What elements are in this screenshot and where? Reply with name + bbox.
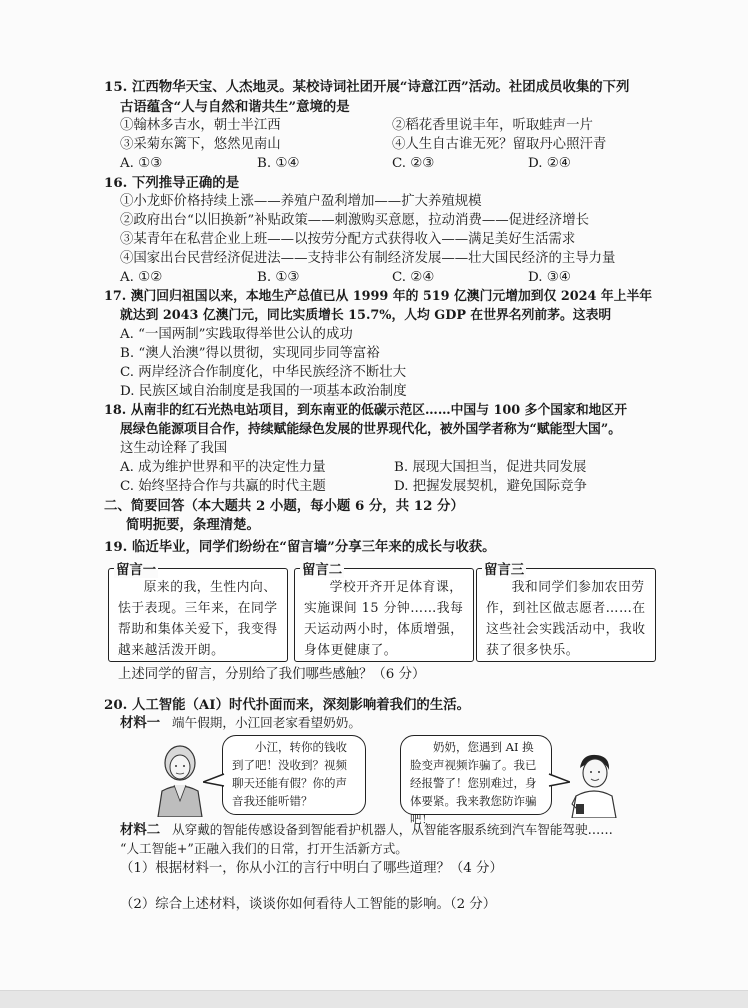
q20-material-2-line2: “人工智能+”正融入我们的日常，打开生活新方式。	[120, 841, 408, 856]
q20-subquestion-1: （1）根据材料一，你从小江的言行中明白了哪些道理？（4 分）	[120, 861, 503, 876]
q15-item-4: ④人生自古谁无死？留取丹心照汗青	[392, 137, 607, 152]
grandma-speech-text: 小江，转你的钱收到了吧！没收到？视频聊天还能有假？你的声音我还能听错？	[232, 740, 347, 808]
q15-option-c: C. ②③	[392, 156, 435, 171]
q18-stem-line1: 18. 从南非的红石光热电站项目，到东南亚的低碳示范区……中国与 100 多个国家和地区开	[104, 403, 628, 418]
q20-stem: 20. 人工智能（AI）时代扑面而来，深刻影响着我们的生活。	[104, 697, 470, 713]
q15-option-a: A. ①③	[120, 156, 163, 171]
q17-option-b: B. “澳人治澳”得以贯彻，实现同步同等富裕	[120, 346, 380, 361]
q19-stem: 19. 临近毕业，同学们纷纷在“留言墙”分享三年来的成长与收获。	[104, 539, 496, 555]
viewer-bottom-bar	[0, 990, 748, 1008]
q16-item-4: ④国家出台民营经济促进法——支持非公有制经济发展——壮大国民经济的主导力量	[120, 251, 616, 266]
message-card-3-text: 我和同学们参加农田劳作，到社区做志愿者……在这些社会实践活动中，我收获了很多快乐。	[486, 580, 646, 658]
q16-option-d: D. ③④	[528, 270, 571, 285]
q15-stem-line1: 15. 江西物华天宝、人杰地灵。某校诗词社团开展“诗意江西”活动。社团成员收集的下列	[104, 79, 630, 95]
section-two-title: 二、简要回答（本大题共 2 小题，每小题 6 分，共 12 分）	[104, 498, 464, 514]
q16-option-c: C. ②④	[392, 270, 435, 285]
q16-option-a: A. ①②	[120, 270, 163, 285]
q16-item-1: ①小龙虾价格持续上涨——养殖户盈利增加——扩大养殖规模	[120, 194, 482, 209]
q17-stem-line2: 就达到 2043 亿澳门元，同比实质增长 15.7%，人均 GDP 在世界名列前茅。这表明	[120, 308, 612, 323]
q20-material-1-label: 材料一	[120, 715, 161, 731]
section-two-note: 简明扼要，条理清楚。	[126, 517, 260, 533]
q18-option-b: B. 展现大国担当，促进共同发展	[394, 460, 587, 475]
grandma-illustration	[150, 745, 210, 817]
grandma-bubble-tail	[203, 772, 225, 790]
message-card-2-text: 学校开齐开足体育课，实施课间 15 分钟……我每天运动两小时，体质增强，身体更健康了。	[304, 580, 464, 658]
q20-material-1-text: 端午假期，小江回老家看望奶奶。	[172, 715, 361, 730]
q15-item-2: ②稻花香里说丰年，听取蛙声一片	[392, 118, 593, 133]
q16-item-2: ②政府出台“以旧换新”补贴政策——刺激购买意愿，拉动消费——促进经济增长	[120, 213, 589, 228]
q18-option-c: C. 始终坚持合作与共赢的时代主题	[120, 479, 326, 494]
q18-option-a: A. 成为维护世界和平的决定性力量	[120, 460, 326, 475]
q15-stem-line2: 古语蕴含“人与自然和谐共生”意境的是	[120, 99, 350, 115]
message-card-1-text: 原来的我，生性内向、怯于表现。三年来，在同学帮助和集体关爱下，我变得越来越活泼开朗。	[118, 580, 278, 658]
q16-item-3: ③某青年在私营企业上班——以按劳分配方式获得收入——满足美好生活需求	[120, 232, 576, 247]
q15-option-b: B. ①④	[257, 156, 300, 171]
q17-option-d: D. 民族区域自治制度是我国的一项基本政治制度	[120, 384, 407, 399]
message-card-1-label: 留言一	[114, 559, 158, 578]
q20-material-2-line1: 从穿戴的智能传感设备到智能看护机器人，从智能客服系统到汽车智能驾驶……	[172, 822, 613, 837]
xiaojiang-speech-text: 奶奶，您遇到 AI 换脸变声视频诈骗了。我已经报警了！您别难过，身体要紧。我来教您防诈骗吧！	[410, 740, 537, 826]
q15-item-3: ③采菊东篱下，悠然见南山	[120, 137, 281, 152]
q17-option-c: C. 两岸经济合作制度化，中华民族经济不断壮大	[120, 365, 407, 380]
q15-option-d: D. ②④	[528, 156, 571, 171]
q18-stem-line2: 展绿色能源项目合作，持续赋能绿色发展的世界现代化，被外国学者称为“赋能型大国”。	[120, 422, 622, 437]
xiaojiang-illustration	[566, 752, 622, 818]
q17-stem-line1: 17. 澳门回归祖国以来，本地生产总值已从 1999 年的 519 亿澳门元增加到仅 2024 年上半年	[104, 289, 653, 304]
q18-stem-line3: 这生动诠释了我国	[120, 441, 228, 456]
q19-question: 上述同学的留言，分别给了我们哪些感触？（6 分）	[118, 667, 426, 682]
message-card-2-label: 留言二	[300, 559, 344, 578]
q16-option-b: B. ①③	[257, 270, 300, 285]
q20-subquestion-2: （2）综合上述材料，谈谈你如何看待人工智能的影响。（2 分）	[120, 897, 497, 912]
q18-option-d: D. 把握发展契机，避免国际竞争	[394, 479, 587, 494]
q20-material-2-label: 材料二	[120, 822, 161, 838]
q17-option-a: A. “一国两制”实践取得举世公认的成功	[120, 327, 353, 342]
message-card-3-label: 留言三	[482, 559, 526, 578]
q15-item-1: ①翰林多吉水，朝士半江西	[120, 118, 281, 133]
q16-stem: 16. 下列推导正确的是	[104, 175, 240, 191]
